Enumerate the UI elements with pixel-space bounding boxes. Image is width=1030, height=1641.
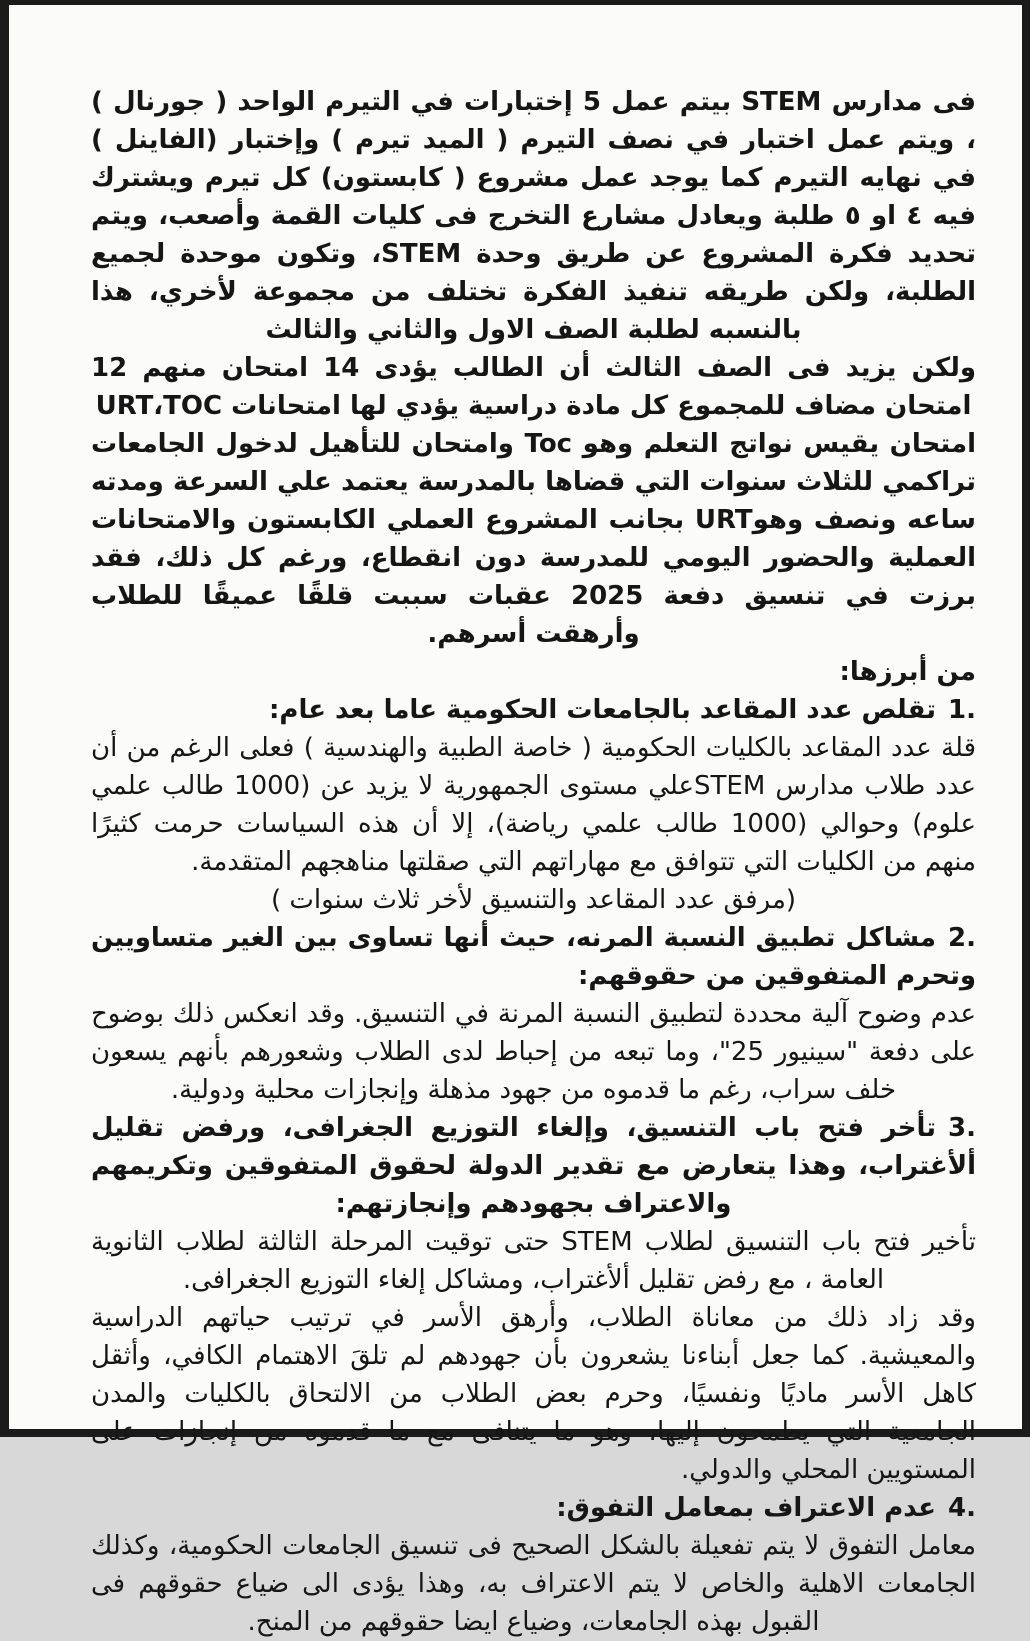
heading-2-number: 2.: [948, 923, 976, 953]
intro-paragraph-1: فى مدارس STEM بيتم عمل 5 إختبارات في التيرم الواحد ( جورنال ) ، ويتم عمل اختبار في نصف التيرم ( الميد تيرم ) وإختبار (الفاينل ) في نهايه التيرم كما يوجد عمل مشروع ( كابستون) كل تيرم ويشترك فيه ٤ او ٥ طلبة ويعادل مشارع التخرج فى كليات القمة وأصعب، ويتم تحديد فكرة المشروع عن طريق وحدة STEM، وتكون موحدة لجميع الطلبة، ولكن طريقه تنفيذ الفكرة تختلف من مجموعة لأخري، هذا بالنسبه لطلبة الصف الاول والثاني والثالث: [91, 87, 976, 345]
attachment-note: (مرفق عدد المقاعد والتنسيق لأخر ثلاث سنوات ): [270, 885, 797, 915]
body-2-flexible-ratio: عدم وضوح آلية محددة لتطبيق النسبة المرنة في التنسيق. وقد انعكس ذلك بوضوح على دفعة "سينيور 25"، وما تبعه من إحباط لدى الطلاب وشعورهم بأنهم يسعون خلف سراب، رغم ما قدموه من جهود مذهلة وإنجازات محلية ودولية.: [91, 999, 977, 1105]
heading-4-excellence-factor: [91, 1489, 976, 1527]
heading-4-text: عدم الاعتراف بمعامل التفوق:: [556, 1493, 937, 1523]
heading-2-flexible-ratio: [91, 919, 976, 995]
heading-3-coordination-delay: [91, 1109, 976, 1223]
intro-paragraph-2: ولكن يزيد فى الصف الثالث أن الطالب يؤدى 14 امتحان منهم 12 امتحان مضاف للمجموع كل مادة دراسية يؤدي لها امتحانات URT،TOC: [91, 353, 977, 421]
heading-2-text: مشاكل تطبيق النسبة المرنه، حيث أنها تساوى بين الغير متساويين وتحرم المتفوقين من حقوقهم:: [91, 923, 976, 991]
heading-3-number: 3.: [948, 1113, 976, 1143]
body-3-family-impact: وقد زاد ذلك من معاناة الطلاب، وأرهق الأسر في ترتيب حياتهم الدراسية والمعيشية. كما جعل أبناءنا يشعرون بأن جهودهم لم تلقَ الاهتمام الكافي، وأثقل كاهل الأسر ماديًا ونفسيًا، وحرم بعض الطلاب من الالتحاق بالكليات والمدن الجامعية التي يطمحون إليها، وهو ما يتنافى مع ما قدموه من إنجازات على المستويين المحلي والدولي.: [91, 1303, 976, 1485]
heading-4-number: 4.: [948, 1493, 976, 1523]
issues-list-intro: من أبرزها:: [839, 657, 976, 687]
body-4-excellence-factor: معامل التفوق لا يتم تفعيلة بالشكل الصحيح فى تنسيق الجامعات الحكومية، وكذلك الجامعات الاهلية والخاص لا يتم الاعتراف به، وهذا يؤدى الى ضياع حقوقهم فى القبول بهذه الجامعات، وضياع ايضا حقوقهم من المنح.: [91, 1531, 976, 1637]
heading-1-seat-reduction: [91, 691, 976, 729]
heading-1-number: 1.: [948, 695, 976, 725]
body-3-coordination-delay: تأخير فتح باب التنسيق لطلاب STEM حتى توقيت المرحلة الثالثة لطلاب الثانوية العامة ، مع رفض تقليل ألأغتراب، ومشاكل إلغاء التوزيع الجغرافى.: [91, 1227, 976, 1295]
heading-3-text: تأخر فتح باب التنسيق، وإلغاء التوزيع الجغرافى، ورفض تقليل ألأغتراب، وهذا يتعارض مع تقدير الدولة لحقوق المتفوقين وتكريمهم والاعتراف بجهودهم وإنجازتهم:: [91, 1113, 976, 1219]
heading-1-text: تقلص عدد المقاعد بالجامعات الحكومية عاما بعد عام:: [269, 695, 937, 725]
body-1-seat-reduction: قلة عدد المقاعد بالكليات الحكومية ( خاصة الطبية والهندسية ) فعلى الرغم من أن عدد طلاب مدارس STEMعلي مستوى الجمهورية لا يزيد عن (1000 طالب علمي علوم) وحوالي (1000 طالب علمي رياضة)، إلا أن هذه السياسات حرمت كثيرًا منهم من الكليات التي تتوافق مع مهاراتهم التي صقلتها مناهجهم المتقدمة.: [91, 733, 977, 877]
document-text-area: [91, 83, 976, 1641]
intro-paragraph-3: امتحان يقيس نواتج التعلم وهو Toc وامتحان للتأهيل لدخول الجامعات تراكمي للثلاث سنوات التي قضاها بالمدرسة يعتمد علي السرعة ومدته ساعه ونصف وهوURT بجانب المشروع العملي الكابستون والامتحانات العملية والحضور اليومي للمدرسة دون انقطاع، ورغم كل ذلك، فقد برزت في تنسيق دفعة 2025 عقبات سببت قلقًا عميقًا للطلاب وأرهقت أسرهم.: [91, 429, 976, 649]
